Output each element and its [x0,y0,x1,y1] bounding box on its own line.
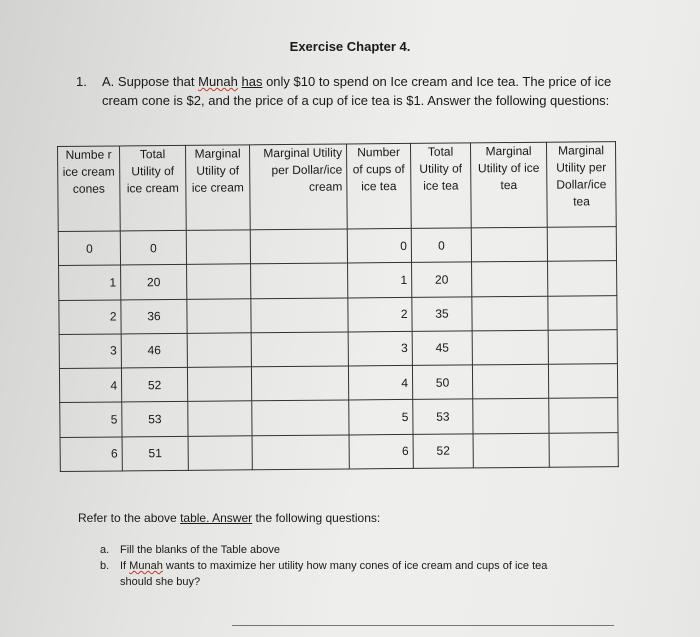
table-cell [187,298,251,333]
table-cell: 35 [412,296,472,331]
table-cell: 20 [121,265,187,300]
table-cell: 51 [122,436,188,471]
table-cell [472,330,548,365]
question-number: 1. [76,74,87,89]
table-cell: 6 [60,437,122,472]
sub-b-label: b. [100,560,110,572]
name-munah: Munah [129,560,163,572]
table-cell: 52 [121,367,187,402]
sub-b-continuation: should she buy? [120,576,201,588]
table-cell: 46 [121,333,187,368]
name-munah: Munah [198,74,238,89]
table-row [58,227,616,266]
table-cell: 5 [349,400,413,435]
table-cell: 6 [349,434,413,469]
table-cell: 53 [122,402,188,437]
table-cell [549,398,618,433]
table-row [59,329,617,368]
table-cell: 2 [348,297,412,332]
exercise-title: Exercise Chapter 4. [289,39,411,54]
table-cell: 5 [60,402,122,437]
table-cell [187,367,251,402]
table-cell: 52 [413,434,473,469]
header-mu-per-dollar-tea: Marginal Utility per Dollar/ice tea [546,142,616,228]
table-row [59,364,617,403]
table-cell: 1 [348,263,412,298]
header-marginal-utility-icecream: Marginal Utility of ice cream [185,145,250,231]
table-cell [473,433,549,468]
table-cell: 4 [348,366,412,401]
sub-question-b: b. If Munah wants to maximize her utility how many cones of ice cream and cups of ice tea should she buy? [100,558,640,590]
answer-line [232,625,614,626]
table-cell [472,296,548,331]
table-cell: 2 [59,300,121,335]
header-total-utility-icecream: Total Utility of ice cream [120,145,187,231]
table-cell: 0 [120,230,186,265]
table-row [59,261,617,300]
table-cell [252,435,349,470]
table-cell [548,295,617,330]
table-cell [548,364,617,399]
table-cell: 36 [121,299,187,334]
table-header-row [58,142,617,232]
utility-table [57,141,619,472]
sub-a-label: a. [100,544,110,556]
table-cell: 53 [413,399,473,434]
refer-link-text: table. Answer [180,511,253,525]
table-cell: 3 [59,334,121,369]
table-cell [188,401,252,436]
header-marginal-utility-tea: Marginal Utility of ice tea [470,142,547,228]
table-cell [250,229,347,264]
table-cell [188,435,252,470]
table-cell [251,298,348,333]
table-cell [547,227,616,262]
table-cell: 1 [59,265,121,300]
table-row [59,295,617,334]
table-cell [251,332,348,367]
table-cell [186,230,250,265]
question-text: A. Suppose that Munah has only $10 to spend on Ice cream and Ice tea. The price of ice cream cone is $2, and the price of a cup of ice tea is $1. Answer the following questions: [102,74,612,108]
sub-a-text: Fill the blanks of the Table above [120,544,281,556]
table-cell: 50 [412,365,472,400]
table-cell [549,432,618,467]
table-cell: 45 [412,331,472,366]
table-cell [472,262,548,297]
table-cell: 4 [59,368,121,403]
table-row [60,432,618,471]
refer-instruction: Refer to the above table. Answer the following questions: [78,511,381,525]
header-cups-ice-tea: Number of cups of ice tea [346,143,411,229]
table-cell: 0 [411,228,471,263]
table-cell [472,364,548,399]
header-total-utility-tea: Total Utility of ice tea [410,143,471,229]
table-cell [251,263,348,298]
table-cell [251,366,348,401]
table-row [60,398,618,437]
question-1 [70,72,650,110]
header-mu-per-dollar-icecream: Marginal Utility per Dollar/ice cream [249,144,347,230]
table-cell [471,227,547,262]
word-has: has [241,74,263,89]
table-cell: 0 [58,231,120,266]
table-cell [473,399,549,434]
table-cell [252,400,349,435]
sub-question-a [100,542,280,558]
table-cell [187,333,251,368]
table-cell [548,261,617,296]
table-cell: 0 [347,228,411,263]
table-cell [548,329,617,364]
table-cell: 20 [412,262,472,297]
table-cell: 3 [348,331,412,366]
table-cell [187,264,251,299]
header-icecream-cones: Numbe r ice cream cones [58,146,121,232]
